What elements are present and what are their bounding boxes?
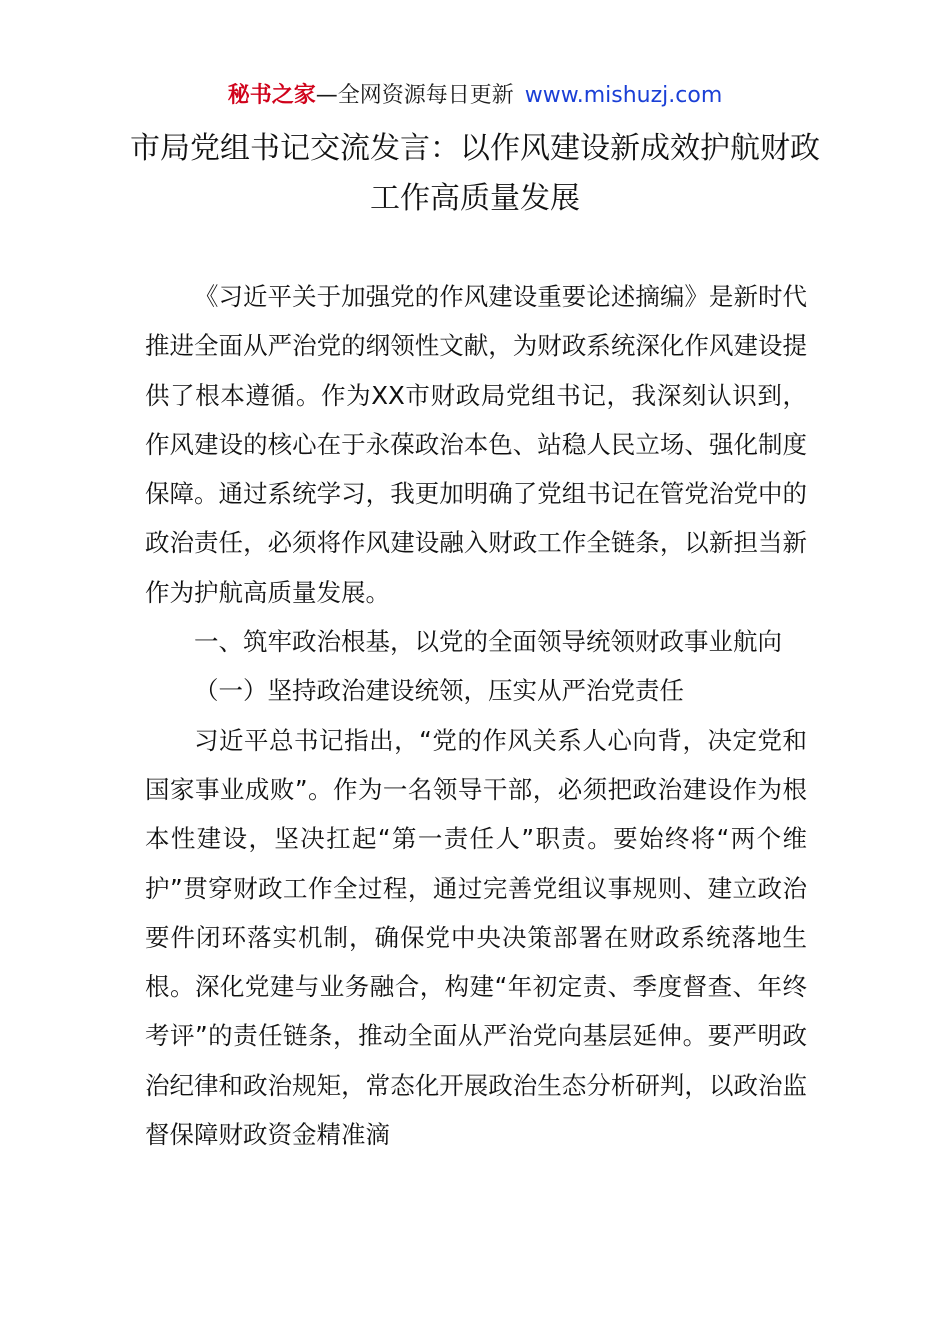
document-title: 市局党组书记交流发言：以作风建设新成效护航财政工作高质量发展 <box>130 131 820 216</box>
intro-paragraph: 《习近平关于加强党的作风建设重要论述摘编》是新时代推进全面从严治党的纲领性文献，为财政系统深化作风建设提供了根本遵循。作为XX市财政局党组书记，我深刻认识到，作风建设的核心在于永葆政治本色、站稳人民立场、强化制度保障。通过系统学习，我更加明确了党组书记在管党治党中的政治责任，必须将作风建设融入财政工作全链条，以新担当新作为护航高质量发展。 <box>145 282 807 607</box>
site-header <box>0 80 950 112</box>
header-tagline: —全网资源每日更新 <box>315 83 514 108</box>
section-heading: 一、筑牢政治根基，以党的全面领导统领财政事业航向 <box>194 627 782 657</box>
body-paragraph: 习近平总书记指出，“党的作风关系人心向背，决定党和国家事业成败”。作为一名领导干部，必须把政治建设作为根本性建设，坚决扛起“第一责任人”职责。要始终将“两个维护”贯穿财政工作全过程，通过完善党组议事规则、建立政治要件闭环落实机制，确保党中央决策部署在财政系统落地生根。深化党建与业务融合，构建“年初定责、季度督查、年终考评”的责任链条，推动全面从严治党向基层延伸。要严明政治纪律和政治规矩，常态化开展政治生态分析研判，以政治监督保障财政资金精准滴 <box>145 725 807 1150</box>
subsection-heading: （一）坚持政治建设统领，压实从严治党责任 <box>194 676 684 706</box>
site-url-link[interactable]: www.mishuzj.com <box>524 83 723 108</box>
brand-name: 秘书之家 <box>227 83 316 108</box>
document-body <box>145 272 807 1159</box>
